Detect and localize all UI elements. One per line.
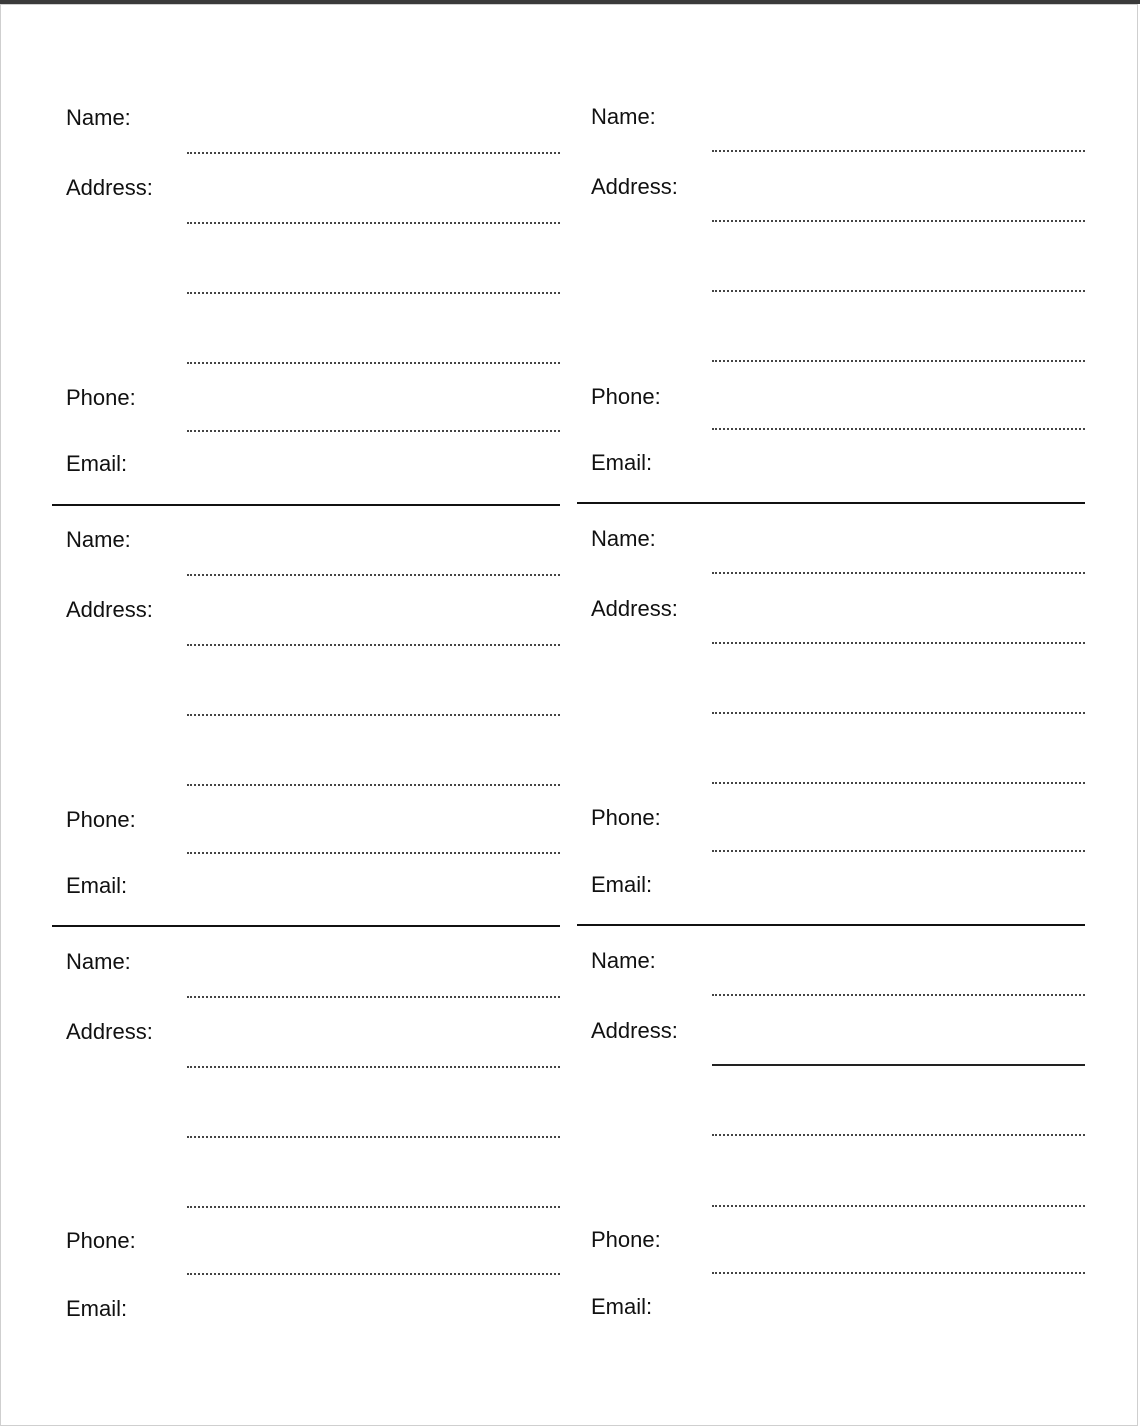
phone-label: Phone: — [591, 1227, 661, 1252]
email-label: Email: — [591, 450, 653, 475]
name-line[interactable] — [187, 574, 560, 576]
address-line-2[interactable] — [187, 1136, 560, 1138]
phone-line[interactable] — [712, 850, 1085, 852]
name-line[interactable] — [712, 994, 1085, 996]
address-line-1[interactable] — [712, 642, 1085, 644]
address-line-1[interactable] — [712, 1064, 1085, 1066]
entry-divider — [52, 925, 560, 927]
address-label: Address: — [591, 1018, 678, 1043]
name-label: Name: — [66, 105, 131, 130]
address-line-2[interactable] — [712, 712, 1085, 714]
email-label: Email: — [66, 1296, 128, 1321]
phone-line[interactable] — [712, 428, 1085, 430]
name-label: Name: — [66, 527, 131, 552]
name-label: Name: — [591, 526, 656, 551]
address-line-3[interactable] — [187, 784, 560, 786]
contact-column-left — [52, 0, 592, 1428]
phone-line[interactable] — [187, 1273, 560, 1275]
address-line-2[interactable] — [712, 1134, 1085, 1136]
address-line-3[interactable] — [187, 362, 560, 364]
entry-divider — [52, 504, 560, 506]
phone-label: Phone: — [66, 807, 136, 832]
address-label: Address: — [591, 596, 678, 621]
phone-line[interactable] — [712, 1272, 1085, 1274]
phone-line[interactable] — [187, 852, 560, 854]
address-line-3[interactable] — [187, 1206, 560, 1208]
address-label: Address: — [66, 175, 153, 200]
address-line-2[interactable] — [187, 714, 560, 716]
phone-label: Phone: — [66, 1228, 136, 1253]
phone-label: Phone: — [66, 385, 136, 410]
contact-column-right — [577, 0, 1117, 1428]
address-line-3[interactable] — [712, 782, 1085, 784]
address-line-1[interactable] — [187, 1066, 560, 1068]
address-label: Address: — [591, 174, 678, 199]
address-line-1[interactable] — [712, 220, 1085, 222]
address-line-3[interactable] — [712, 360, 1085, 362]
name-label: Name: — [66, 949, 131, 974]
address-label: Address: — [66, 597, 153, 622]
email-label: Email: — [66, 873, 128, 898]
name-label: Name: — [591, 104, 656, 129]
email-label: Email: — [591, 1294, 653, 1319]
entry-divider — [577, 924, 1085, 926]
address-line-1[interactable] — [187, 644, 560, 646]
entry-divider — [577, 502, 1085, 504]
name-line[interactable] — [187, 996, 560, 998]
name-label: Name: — [591, 948, 656, 973]
phone-line[interactable] — [187, 430, 560, 432]
address-line-2[interactable] — [187, 292, 560, 294]
address-label: Address: — [66, 1019, 153, 1044]
name-line[interactable] — [187, 152, 560, 154]
address-line-1[interactable] — [187, 222, 560, 224]
name-line[interactable] — [712, 150, 1085, 152]
address-line-2[interactable] — [712, 290, 1085, 292]
email-label: Email: — [591, 872, 653, 897]
name-line[interactable] — [712, 572, 1085, 574]
email-label: Email: — [66, 451, 128, 476]
address-line-3[interactable] — [712, 1205, 1085, 1207]
phone-label: Phone: — [591, 805, 661, 830]
phone-label: Phone: — [591, 384, 661, 409]
